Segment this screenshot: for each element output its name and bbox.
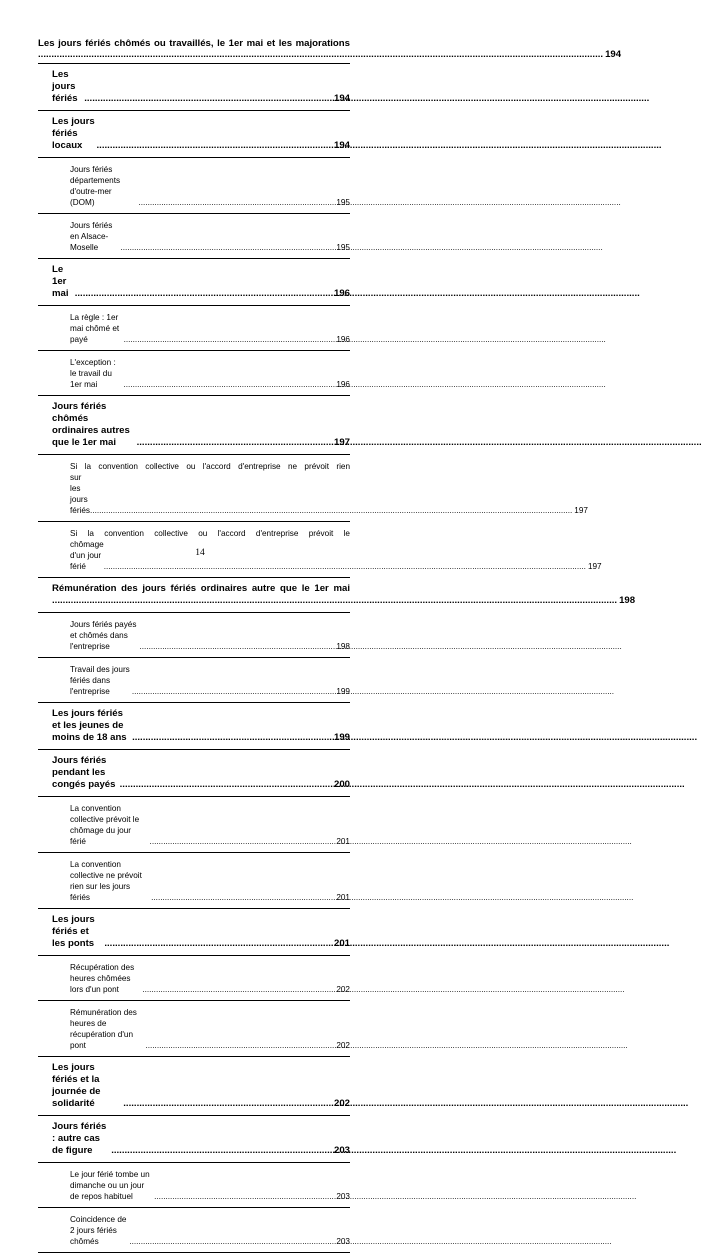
dot-leader: [150, 836, 336, 847]
toc-title: Récupération des heures chômées lors d'un pont: [70, 963, 135, 994]
dot-leader: [137, 437, 333, 449]
toc-title: La convention collective prévoit le chômage du jour férié: [70, 804, 140, 846]
toc-page: 197: [587, 562, 602, 571]
toc-title: Coincidence de 2 jours fériés chômés: [70, 1215, 127, 1246]
dot-leader: [75, 288, 333, 300]
toc-entry-autre-cas[interactable]: [38, 1116, 350, 1163]
toc-title: Rémunération des heures de récupération d'un pont: [70, 1008, 137, 1050]
toc-title: Les jours fériés: [52, 69, 78, 104]
toc-chapter-title: Les jours fériés chômés ou travaillés, le 1er mai et les majorations: [38, 38, 350, 49]
toc-title-line1: Si la convention collective ou l'accord d'entreprise ne prévoit rien: [70, 462, 350, 471]
toc-title: Jours fériés pendant les congés payés: [52, 755, 116, 790]
toc-page: 194: [333, 93, 350, 104]
toc-entry-remuneration-jours-feries[interactable]: [38, 578, 636, 613]
dot-leader: [97, 140, 333, 152]
toc-title: Les jours fériés et les jeunes de moins de 18 ans: [52, 708, 127, 743]
table-of-contents: [38, 38, 636, 1253]
toc-page: 203: [333, 1145, 350, 1156]
toc-page: 202: [336, 1041, 350, 1050]
dot-leader: [111, 1145, 333, 1157]
toc-title: Les jours fériés et la journée de solidarité: [52, 1062, 101, 1109]
toc-page: 201: [336, 893, 350, 902]
toc-page: 202: [333, 1098, 350, 1109]
dot-leader: [132, 732, 333, 744]
dot-leader: [132, 686, 336, 697]
toc-entry-convention-prevoit-chomage-jour[interactable]: [38, 797, 350, 853]
dot-leader: [139, 197, 336, 208]
toc-title: Jours fériés départements d'outre-mer (DOM): [70, 165, 121, 207]
toc-page: 196: [336, 380, 350, 389]
dot-leader: [123, 379, 335, 390]
dot-leader: [38, 49, 603, 60]
toc-page: 196: [333, 288, 350, 299]
toc-page: 194: [605, 49, 622, 60]
dot-leader: [129, 1236, 335, 1247]
dot-leader: [123, 1098, 333, 1110]
toc-page: 197: [574, 506, 588, 515]
dot-leader: [120, 242, 335, 253]
toc-entry-alsace-moselle[interactable]: [38, 214, 350, 259]
toc-entry-convention-ne-prevoit-rien-jours[interactable]: [38, 853, 350, 909]
toc-title: Jours fériés payés et chômés dans l'entreprise: [70, 620, 137, 651]
toc-title: Jours fériés chômés ordinaires autres que le 1er mai: [52, 401, 130, 448]
dot-leader: [104, 938, 333, 950]
toc-page: 195: [336, 198, 350, 207]
toc-title-line2: sur les jours fériés: [70, 473, 91, 515]
toc-page: 201: [333, 938, 350, 949]
toc-title: L'exception : le travail du 1er mai: [70, 358, 116, 389]
toc-page: 196: [336, 335, 350, 344]
toc-page: 203: [336, 1237, 350, 1246]
dot-leader: [52, 595, 617, 607]
toc-entry-exception-1er-mai[interactable]: [38, 351, 350, 396]
toc-entry-les-jours-feries[interactable]: [38, 64, 350, 111]
toc-entry-payes-et-chomes[interactable]: [38, 613, 350, 658]
toc-entry-ponts[interactable]: [38, 909, 350, 956]
toc-entry-conges-payes[interactable]: [38, 750, 350, 797]
toc-chapter[interactable]: [38, 38, 622, 64]
dot-leader: [142, 984, 335, 995]
toc-entry-1er-mai[interactable]: [38, 259, 350, 306]
toc-page: 195: [336, 243, 350, 252]
toc-entry-recuperation-pont[interactable]: [38, 956, 350, 1001]
toc-title-line1: Si la convention collective ou l'accord d'entreprise prévoit le: [70, 529, 350, 538]
toc-entry-coincidence[interactable]: [38, 1208, 350, 1253]
toc-title: La convention collective ne prévoit rien sur les jours fériés: [70, 860, 142, 902]
dot-leader: [124, 334, 336, 345]
dot-leader: [151, 892, 335, 903]
dot-leader: [139, 641, 335, 652]
toc-entry-jeunes-moins-18-ans[interactable]: [38, 703, 350, 750]
toc-entry-jours-feries-chomes-ordinaires[interactable]: [38, 396, 350, 455]
toc-page: 197: [333, 437, 350, 448]
toc-title: Le jour férié tombe un dimanche ou un jour de repos habituel: [70, 1170, 150, 1201]
toc-entry-jours-feries-locaux[interactable]: [38, 111, 350, 158]
toc-title: Le 1er mai: [52, 264, 69, 299]
dot-leader: [84, 93, 333, 105]
toc-page: 198: [336, 642, 350, 651]
toc-title: La règle : 1er mai chômé et payé: [70, 313, 120, 344]
toc-entry-remuneration-recuperation[interactable]: [38, 1001, 350, 1057]
dot-leader: [104, 561, 586, 572]
dot-leader: [145, 1040, 335, 1051]
toc-title: Les jours fériés et les ponts: [52, 914, 95, 949]
toc-entry-travail-jours-feries[interactable]: [38, 658, 350, 703]
toc-page: 194: [333, 140, 350, 151]
toc-page: 199: [333, 732, 350, 743]
toc-page: 200: [333, 779, 350, 790]
dot-leader: [154, 1191, 335, 1202]
toc-entry-regle-1er-mai[interactable]: [38, 306, 350, 351]
page-number: 14: [195, 548, 205, 558]
dot-leader: [90, 505, 572, 516]
toc-title-line1: Rémunération des jours fériés ordinaires autre que le 1er mai: [52, 583, 350, 594]
toc-title-line2: chômage d'un jour férié: [70, 540, 104, 571]
toc-title: Les jours fériés locaux: [52, 116, 95, 151]
toc-page: 199: [336, 687, 350, 696]
toc-title: Jours fériés : autre cas de figure: [52, 1121, 107, 1156]
toc-page: 198: [619, 595, 636, 606]
toc-title: Jours fériés en Alsace-Moselle: [70, 221, 113, 252]
toc-entry-convention-ne-prevoit-rien[interactable]: [38, 455, 588, 522]
toc-page: 203: [336, 1192, 350, 1201]
toc-entry-dimanche-repos[interactable]: [38, 1163, 350, 1208]
dot-leader: [120, 779, 333, 791]
toc-title: Travail des jours fériés dans l'entreprise: [70, 665, 130, 696]
toc-entry-dom[interactable]: [38, 158, 350, 214]
toc-entry-journee-solidarite[interactable]: [38, 1057, 350, 1116]
toc-page: 201: [336, 837, 350, 846]
toc-page: 202: [336, 985, 350, 994]
